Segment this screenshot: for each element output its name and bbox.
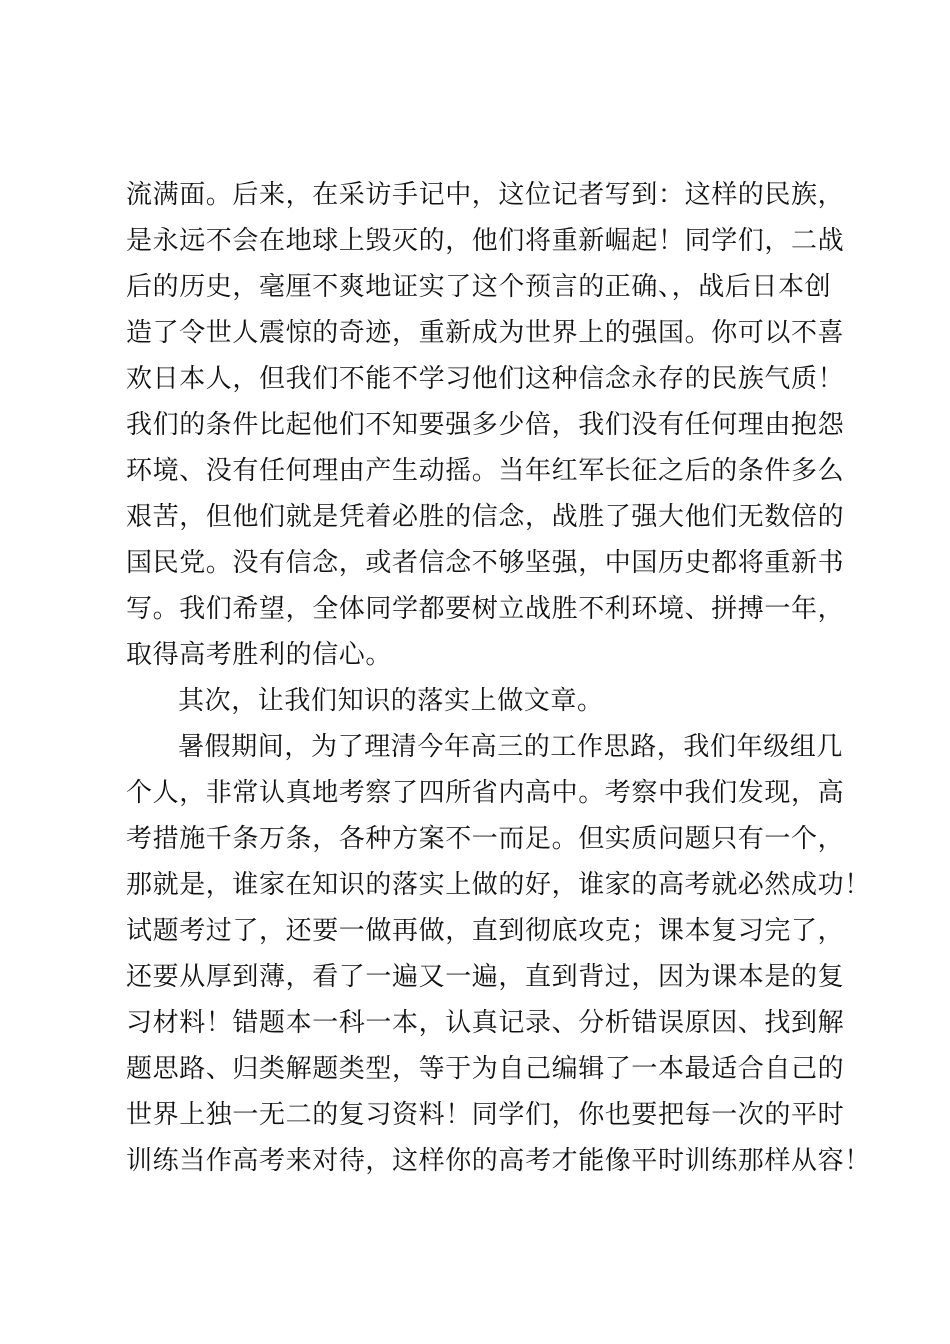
text-line: 写。我们希望，全体同学都要树立战胜不利环境、拼搏一年， bbox=[126, 594, 845, 624]
text-line: 我们的条件比起他们不知要强多少倍，我们没有任何理由抱怨 bbox=[126, 410, 845, 440]
text-line: 艰苦，但他们就是凭着必胜的信念，战胜了强大他们无数倍的 bbox=[126, 502, 845, 532]
text-line: 取得高考胜利的信心。 bbox=[126, 640, 393, 670]
text-line: 欢日本人，但我们不能不学习他们这种信念永存的民族气质！ bbox=[126, 364, 845, 394]
text-line: 造了令世人震惊的奇迹，重新成为世界上的强国。你可以不喜 bbox=[126, 318, 845, 348]
paragraph-heading: 其次，让我们知识的落实上做文章。 bbox=[178, 686, 604, 716]
text-line: 还要从厚到薄，看了一遍又一遍，直到背过，因为课本是的复 bbox=[126, 962, 845, 992]
text-line: 后的历史，毫厘不爽地证实了这个预言的正确、，战后日本创 bbox=[126, 272, 832, 302]
text-line: 个人，非常认真地考察了四所省内高中。考察中我们发现，高 bbox=[126, 778, 845, 808]
text-line: 是永远不会在地球上毁灭的，他们将重新崛起！同学们，二战 bbox=[126, 226, 845, 256]
text-line: 试题考过了，还要一做再做，直到彻底攻克；课本复习完了， bbox=[126, 916, 845, 946]
text-line: 流满面。后来，在采访手记中，这位记者写到：这样的民族， bbox=[126, 180, 845, 210]
body-text bbox=[126, 172, 871, 1184]
text-line: 世界上独一无二的复习资料！同学们，你也要把每一次的平时 bbox=[126, 1100, 845, 1130]
text-line: 国民党。没有信念，或者信念不够坚强，中国历史都将重新书 bbox=[126, 548, 845, 578]
text-line: 环境、没有任何理由产生动摇。当年红军长征之后的条件多么 bbox=[126, 456, 845, 486]
paragraph-first-line: 暑假期间，为了理清今年高三的工作思路，我们年级组几 bbox=[178, 732, 844, 762]
text-line: 习材料！错题本一科一本，认真记录、分析错误原因、找到解 bbox=[126, 1008, 845, 1038]
text-line: 训练当作高考来对待，这样你的高考才能像平时训练那样从容！ bbox=[126, 1146, 871, 1176]
text-line: 那就是，谁家在知识的落实上做的好，谁家的高考就必然成功！ bbox=[126, 870, 871, 900]
text-line: 题思路、归类解题类型，等于为自己编辑了一本最适合自己的 bbox=[126, 1054, 845, 1084]
text-line: 考措施千条万条，各种方案不一而足。但实质问题只有一个， bbox=[126, 824, 845, 854]
